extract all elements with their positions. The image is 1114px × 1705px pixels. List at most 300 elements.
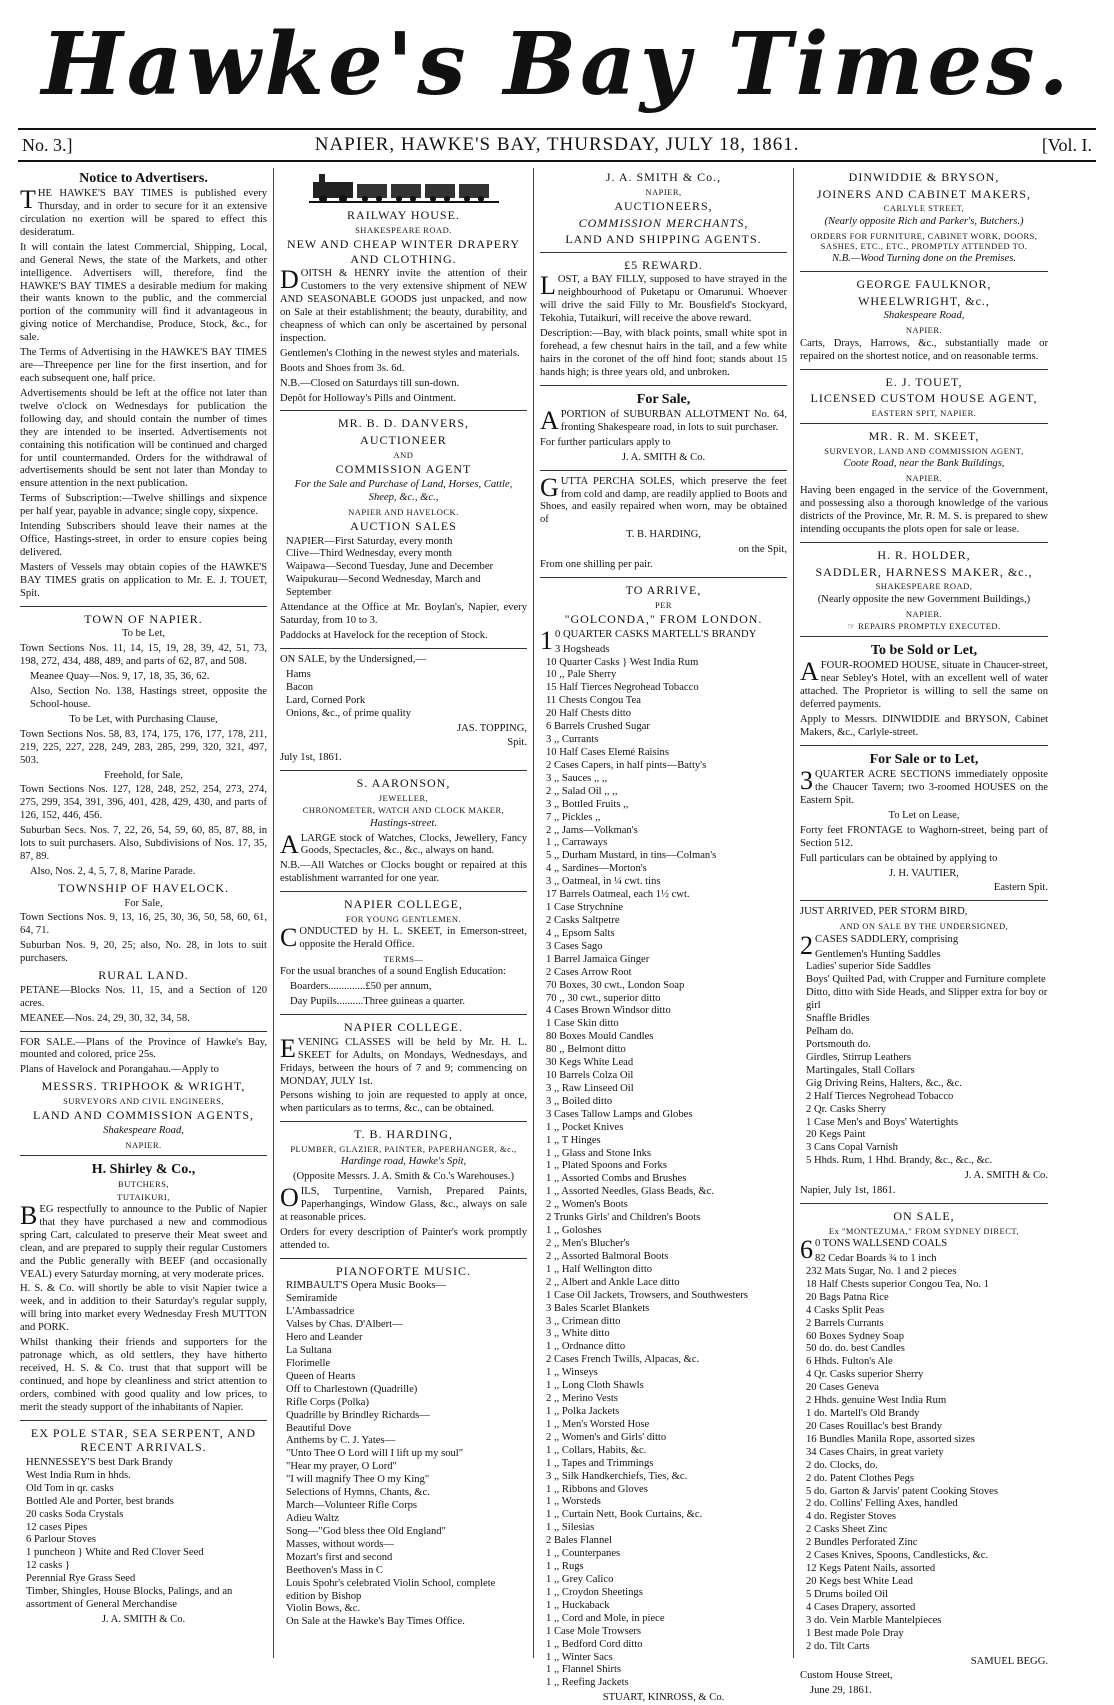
list-item: Martingales, Stall Collars	[806, 1064, 915, 1076]
piano: PIANOFORTE MUSIC.	[336, 1263, 471, 1278]
shirley-p2: H. S. & Co. will shortly be able to visit Napier twice a week, and in addition to their Saturday's regular supply, will bring into market every Wednesday Fresh MUTTON and PORK.	[20, 1283, 267, 1334]
list-item: 232 Mats Sugar, No. 1 and 2 pieces	[806, 1265, 957, 1277]
list-item: Bottled Ale and Porter, best brands	[26, 1495, 174, 1507]
college: NAPIER COLLEGE,	[344, 897, 463, 912]
commission: COMMISSION AGENT	[335, 462, 472, 477]
land-agents: LAND AND COMMISSION AGENTS,	[32, 1108, 254, 1123]
on-sale-undersigned: AND ON SALE BY THE UNDERSIGNED,	[839, 921, 1009, 932]
auction-sales: AUCTION SALES	[350, 518, 457, 533]
divider	[800, 745, 1048, 746]
list-item: Valses by Chas. D'Albert—	[286, 1319, 403, 1331]
having: Having been engaged in the service of the Government, and possessing also a thorough knowledge of the various districts of the Province, Mr. R. M. S. is prepared to shew intending occupants the plots open for sale or lease.	[800, 485, 1048, 536]
spit: Spit.	[507, 737, 527, 749]
onspit: on the Spit,	[738, 544, 787, 556]
railway-sub: SHAKESPEARE ROAD.	[355, 224, 452, 235]
oils: OILS, Turpentine, Varnish, Prepared Paints, Paperhangings, Window Glass, &c., always on sale at reasonable prices.	[280, 1183, 527, 1223]
list-item: Perennial Rye Grass Seed	[26, 1573, 136, 1585]
napier-label: NAPIER.	[905, 325, 943, 336]
carts: Carts, Drays, Harrows, &c., substantially made or repaired on the shortest notice, and on reasonable terms.	[800, 337, 1048, 362]
danvers: MR. B. D. DANVERS,	[337, 416, 469, 431]
list-item: 6 Barrels Crushed Sugar	[546, 721, 650, 733]
and-label: AND	[393, 449, 414, 460]
ex-title: EX POLE STAR, SEA SERPENT, AND RECENT ARRIVALS.	[30, 1425, 257, 1455]
column-4	[794, 168, 1054, 1697]
list-item: 4 Qr. Casks superior Sherry	[806, 1369, 924, 1381]
list-item: 2 Barrels Currants	[806, 1317, 884, 1329]
list-item: Timber, Shingles, House Blocks, Palings, and an assortment of General Merchandise	[26, 1586, 233, 1611]
joiners: JOINERS AND CABINET MAKERS,	[816, 186, 1032, 201]
list-item: Beethoven's Mass in C	[286, 1564, 383, 1576]
list-item: 2 ,, Salad Oil ,, ,,	[546, 785, 618, 797]
list-item: L'Ambassadrice	[286, 1306, 355, 1318]
notice-title: Notice to Advertisers.	[79, 171, 208, 186]
doitsh-p4: N.B.—Closed on Saturdays till sun-down.	[280, 377, 460, 389]
faulknor: GEORGE FAULKNOR,	[856, 277, 992, 292]
list-item: 3 ,, Oatmeal, in ¼ cwt. tins	[546, 876, 661, 888]
evening: EVENING CLASSES will be held by Mr. H. L. SKEET for Adults, on Mondays, Wednesdays, and Fridays, between the hours of 7 and 9; commencing on MONDAY, JULY 1st.	[280, 1033, 527, 1087]
list-item: 20 Kegs Paint	[806, 1129, 866, 1141]
list-item: 5 Hhds. Rum, 1 Hhd. Brandy, &c., &c., &c.	[806, 1155, 993, 1167]
list-item: 1 Case Strychnine	[546, 902, 624, 914]
montezuma: Ex "MONTEZUMA," FROM SYDNEY DIRECT,	[828, 1225, 1020, 1236]
list-item: 3 Cases Tallow Lamps and Globes	[546, 1108, 693, 1120]
smith2: J. A. SMITH & Co.	[621, 451, 706, 463]
list-item: 2 ,, Women's and Girls' ditto	[546, 1431, 667, 1443]
columns	[14, 168, 1100, 1704]
list-item: 20 Kegs best White Lead	[806, 1576, 913, 1588]
freehold: Freehold, for Sale,	[104, 769, 183, 781]
divider	[20, 1155, 267, 1156]
list-item: Louis Spohr's celebrated Violin School, complete edition by Bishop	[286, 1577, 496, 1602]
nearly: (Nearly opposite Rich and Parker's, Butchers.)	[824, 215, 1024, 227]
list-item: 4 Cases Drapery, assorted	[806, 1601, 916, 1613]
town-p6: Suburban Secs. Nos. 7, 22, 26, 54, 59, 60, 85, 87, 88, in lots to suit purchasers. Also, Subdivisions of Nos. 17, 35, 87, 89.	[20, 825, 267, 863]
list-item: "I will magnify Thee O my King"	[286, 1474, 430, 1486]
college-p1: CONDUCTED by H. L. SKEET, in Emerson-street, opposite the Herald Office.	[280, 923, 527, 953]
list-item: 7 ,, Pickles ,,	[546, 811, 601, 823]
list-item: 5 Drums boiled Oil	[806, 1588, 889, 1600]
list-item: 30 Kegs White Lead	[546, 1057, 634, 1069]
onsale-items	[280, 669, 527, 721]
column-3	[534, 168, 794, 1704]
list-item: 50 do. do. best Candles	[806, 1343, 905, 1355]
list-item: 1 ,, Flannel Shirts	[546, 1664, 622, 1676]
licensed: LICENSED CUSTOM HOUSE AGENT,	[810, 391, 1038, 406]
railway-train-engraving	[280, 170, 527, 206]
doitsh-p3: Boots and Shoes from 3s. 6d.	[280, 362, 405, 374]
divider	[800, 1203, 1048, 1204]
list-item: 1 ,, Worsteds	[546, 1496, 601, 1508]
list-item: Off to Charlestown (Quadrille)	[286, 1383, 418, 1395]
list-item: 10 Quarter Casks } West India Rum	[546, 656, 699, 668]
divider	[800, 423, 1048, 424]
list-item: 1 ,, Grey Calico	[546, 1573, 614, 1585]
wheelwright: WHEELWRIGHT, &c.,	[858, 293, 990, 308]
harding: T. B. HARDING,	[354, 1127, 453, 1142]
repairs	[800, 621, 1048, 631]
list-item: 1 Barrel Jamaica Ginger	[546, 953, 650, 965]
list-item: 2 ,, Jams—Volkman's	[546, 824, 638, 836]
list-item: Old Tom in qr. casks	[26, 1482, 114, 1494]
list-item: "Unto Thee O Lord will I lift up my soul"	[286, 1448, 464, 1460]
particulars: For further particulars apply to	[540, 436, 671, 448]
list-item: 1 ,, Rugs	[546, 1561, 584, 1573]
aaronson: S. AARONSON,	[356, 776, 451, 791]
list-item: 3 do. Vein Marble Mantelpieces	[806, 1614, 942, 1626]
list-item: Waipukurau—Second Wednesday, March and September	[286, 574, 481, 599]
list-item: West India Rum in hhds.	[26, 1469, 131, 1481]
purchase: For the Sale and Purchase of Land, Horses, Cattle, Sheep, &c., &c.,	[294, 478, 513, 503]
forty: Forty feet FRONTAGE to Waghorn-street, being part of Section 512.	[800, 824, 1048, 849]
list-item: 12 casks }	[26, 1560, 70, 1572]
three-quarter: 3QUARTER ACRE SECTIONS immediately opposite the Chaucer Tavern; two 3-roomed HOUSES on the Eastern Spit.	[800, 766, 1048, 806]
list-item: 1 puncheon } White and Red Clover Seed	[26, 1547, 204, 1559]
divider	[20, 1031, 267, 1032]
list-item: 10 Barrels Colza Oil	[546, 1070, 634, 1082]
list-item: 1 ,, Huckaback	[546, 1599, 610, 1611]
list-item: 2 Bales Flannel	[546, 1535, 612, 1547]
aaronson-p2: N.B.—All Watches or Clocks bought or repaired at this establishment warranted for one year.	[280, 860, 527, 885]
column-1	[14, 168, 274, 1658]
list-item: 70 ,, 30 cwt., superior ditto	[546, 992, 661, 1004]
full: Full particulars can be obtained by applying to	[800, 852, 998, 864]
list-item: 1 ,, Long Cloth Shawls	[546, 1380, 644, 1392]
list-item: 6 Hhds. Fulton's Ale	[806, 1356, 893, 1368]
pointing-hand-icon: ☞	[847, 621, 859, 631]
saddler: SADDLER, HARNESS MAKER, &c.,	[815, 564, 1033, 579]
piano-items	[280, 1280, 527, 1629]
college2: NAPIER COLLEGE.	[344, 1020, 463, 1035]
rural-p2: MEANEE—Nos. 24, 29, 30, 32, 34, 58.	[20, 1012, 190, 1024]
list-item: Song—"God bless thee Old England"	[286, 1525, 446, 1537]
list-item: NAPIER—First Saturday, every month	[286, 535, 453, 547]
list-item: Beautiful Dove	[286, 1422, 352, 1434]
list-item: 34 Cases Chairs, in great variety	[806, 1446, 944, 1458]
terms: TERMS—	[383, 954, 424, 965]
list-item: 2 Casks Sheet Zinc	[806, 1524, 888, 1536]
list-item: 1 ,, Curtain Nett, Book Curtains, &c.	[546, 1509, 703, 1521]
list-item: 2 do. Tilt Carts	[806, 1640, 870, 1652]
list-item: Quadrille by Brindley Richards—	[286, 1409, 430, 1421]
butchers: BUTCHERS,	[117, 1179, 170, 1190]
list-item: Clive—Third Wednesday, every month	[286, 548, 452, 560]
list-item: 1 ,, Glass and Stone Inks	[546, 1147, 652, 1159]
divider	[280, 770, 527, 771]
list-item: Hams	[286, 668, 311, 680]
list-item: HENNESSEY'S best Dark Brandy	[26, 1456, 173, 1468]
list-item: 2 ,, Women's Boots	[546, 1199, 628, 1211]
stock-items	[540, 644, 787, 1691]
list-item: 16 Bundles Manila Rope, assorted sizes	[806, 1433, 975, 1445]
divider	[20, 1420, 267, 1421]
june: June 29, 1861.	[810, 1685, 872, 1697]
list-item: Ditto, ditto with Side Heads, and Slipper extra for boy or girl	[806, 987, 1048, 1012]
notice-p4: Advertisements should be left at the office not later than twelve o'clock on Wednesdays for publication the following day, and should contain the number of times they are intended to be inserted. Advertisements not containing this notification will be continued and charged for until countermanded. Orders for the withdrawal of advertisements should be sent not later than Monday to ensure attention in the next publication.	[20, 387, 267, 490]
list-item: 1 Case Oil Jackets, Trowsers, and Southwesters	[546, 1289, 748, 1301]
list-item: La Sultana	[286, 1345, 332, 1356]
dateline	[18, 128, 1096, 162]
list-item: 15 Half Tierces Negrohead Tobacco	[546, 682, 699, 694]
list-item: 2 ,, Albert and Ankle Lace ditto	[546, 1276, 680, 1288]
list-item: 20 Cases Geneva	[806, 1382, 879, 1394]
list-item: Portsmouth do.	[806, 1039, 871, 1050]
doitsh-p5: Depôt for Holloway's Pills and Ointment.	[280, 392, 457, 404]
shilling: From one shilling per pair.	[540, 559, 653, 571]
list-item: Gig Driving Reins, Halters, &c., &c.	[806, 1077, 962, 1089]
coote: Coote Road, near the Bank Buildings,	[843, 458, 1005, 470]
list-item: Gentlemen's Hunting Saddles	[815, 948, 941, 960]
coal-items	[800, 1253, 1048, 1654]
paddocks: Paddocks at Havelock for the reception of Stock.	[280, 629, 488, 641]
begg: SAMUEL BEGG.	[970, 1655, 1048, 1667]
land-shipping: LAND AND SHIPPING AGENTS.	[565, 232, 762, 247]
list-item: 1 ,, Assorted Needles, Glass Beads, &c.	[546, 1186, 714, 1198]
list-item: 2 Cases French Twills, Alpacas, &c.	[546, 1354, 700, 1366]
hastings: Hastings-street.	[370, 817, 437, 829]
dateline-center: NAPIER, HAWKE'S BAY, THURSDAY, JULY 18, 1861.	[314, 134, 800, 155]
list-item: 4 Casks Split Peas	[806, 1304, 884, 1316]
divider	[540, 577, 787, 578]
list-item: 1 ,, Men's Worsted Hose	[546, 1418, 650, 1430]
per: PER	[654, 599, 673, 610]
list-item: 1 ,, Silesias	[546, 1522, 595, 1534]
napier-label: NAPIER.	[905, 608, 943, 619]
list-item: 1 Case Skin ditto	[546, 1018, 619, 1030]
railway-title: RAILWAY HOUSE.	[347, 208, 460, 222]
quarter: 10 QUARTER CASKS MARTELL'S BRANDY	[540, 625, 757, 655]
divider	[20, 606, 267, 607]
custom: Custom House Street,	[800, 1670, 893, 1682]
list-item: 1 ,, Half Wellington ditto	[546, 1263, 653, 1275]
list-item: 1 Best made Pole Dray	[806, 1627, 904, 1639]
orders: Orders for every description of Painter's work promptly attended to.	[280, 1226, 527, 1251]
divider	[800, 542, 1048, 543]
list-item: Girdles, Stirrup Leathers	[806, 1051, 912, 1063]
list-item: 2 Qr. Casks Sherry	[806, 1103, 887, 1115]
list-item: Lard, Corned Pork	[286, 694, 366, 706]
list-item: Semiramide	[286, 1293, 338, 1305]
list-item: 5 ,, Durham Mustard, in tins—Colman's	[546, 850, 717, 862]
to-be-let: To be Let,	[121, 628, 166, 640]
jeweller: JEWELLER,	[378, 792, 429, 803]
list-item: 20 Half Chests ditto	[546, 708, 632, 720]
aaronson-p1: ALARGE stock of Watches, Clocks, Jewellery, Fancy Goods, Spectacles, &c., &c., always on hand.	[280, 829, 527, 859]
town-p3: Also, Section No. 138, Hastings street, opposite the School-house.	[30, 685, 267, 710]
divider	[800, 369, 1048, 370]
list-item: 80 ,, Belmont ditto	[546, 1044, 626, 1056]
holder: H. R. HOLDER,	[877, 548, 971, 563]
doitsh-p2: Gentlemen's Clothing in the newest styles and materials.	[280, 347, 520, 359]
rural-title: RURAL LAND.	[98, 968, 189, 983]
list-item: 3 Cans Copal Varnish	[806, 1142, 898, 1154]
list-item: Boys' Quilted Pad, with Crupper and Furniture complete	[806, 974, 1046, 986]
divider	[280, 891, 527, 892]
doitsh-p1: DOITSH & HENRY invite the attention of their Customers to the very extensive shipment of NEW AND SEASONABLE GOODS just unpacked, and now on Sale at their establishment; the beauty, durability, and cheapness of which can only be ascertained by personal inspection.	[280, 265, 527, 344]
carlyle: CARLYLE STREET,	[883, 203, 965, 214]
town-p1: Town Sections Nos. 11, 14, 15, 19, 28, 39, 42, 51, 73, 198, 272, 434, 488, 489, and parts of 62, 87, and 508.	[20, 643, 267, 668]
list-item: "Hear my prayer, O Lord"	[286, 1461, 397, 1473]
list-item: 20 Cases Rouillac's best Brandy	[806, 1420, 943, 1432]
list-item: Bacon	[286, 681, 314, 693]
arrive: TO ARRIVE,	[625, 583, 702, 598]
list-item: Selections of Hymns, Chants, &c.	[286, 1487, 430, 1499]
touet: E. J. TOUET,	[885, 374, 963, 389]
hardinge: Hardinge road, Hawke's Spit,	[340, 1156, 467, 1168]
vautier: J. H. VAUTIER,	[889, 867, 959, 879]
issue-number: No. 3.]	[22, 134, 73, 155]
list-item: Violin Bows, &c.	[286, 1603, 361, 1615]
persons: Persons wishing to join are requested to apply at once, when particulars as to terms, &c., can be obtained.	[280, 1090, 527, 1115]
list-item: 1 ,, Cord and Mole, in piece	[546, 1612, 665, 1624]
shakespeare-road-caps: SHAKESPEARE ROAD,	[875, 581, 973, 592]
list-item: 1 ,, Carraways	[546, 837, 608, 849]
list-item: 1 ,, Reefing Jackets	[546, 1677, 629, 1689]
divider	[540, 470, 787, 471]
triphook: MESSRS. TRIPHOOK & WRIGHT,	[41, 1079, 246, 1094]
smith: J. A. SMITH & Co.	[964, 1170, 1048, 1182]
lost: LOST, a BAY FILLY, supposed to have strayed in the neighbourhood of Puketapu or Omarunui. Whoever will drive the said Filly to Mr. Bousfield's Stockyard, Tekohia, Tutaikuri, will receive the above reward.	[540, 271, 787, 325]
notice-p3: The Terms of Advertising in the HAWKE'S BAY TIMES are—Threepence per line for the first insertion, and for each subsequent one, half price.	[20, 347, 267, 384]
divider	[800, 636, 1048, 637]
list-item: 1 ,, Pocket Knives	[546, 1121, 624, 1133]
list-item: 1 ,, Assorted Combs and Brushes	[546, 1173, 687, 1185]
divider	[280, 1258, 527, 1259]
surveyors: SURVEYORS AND CIVIL ENGINEERS,	[63, 1095, 224, 1106]
stuart-sign: STUART, KINROSS, & Co.	[602, 1692, 725, 1704]
skeet: MR. R. M. SKEET,	[868, 429, 980, 444]
havelock-p1: Town Sections Nos. 9, 13, 16, 25, 30, 36, 50, 58, 60, 61, 64, 71.	[20, 912, 267, 937]
list-item: Hero and Leander	[286, 1332, 363, 1344]
list-item: Waipawa—Second Tuesday, June and December	[286, 561, 494, 573]
attendance: Attendance at the Office at Mr. Boylan's, Napier, every Saturday, from 10 to 3.	[280, 602, 527, 627]
list-item: 2 do. Clocks, do.	[806, 1459, 878, 1471]
list-item: 1 ,, Plated Spoons and Forks	[546, 1160, 667, 1172]
shirley-p3: Whilst thanking their friends and supporters for the patronage which, as old settlers, they have hitherto received, H. S. & Co. trust that that support will be continued, and hope by cleanliness and strict attention to orders, combined with good quality and low prices, to merit the steady support of the inhabitants of Napier.	[20, 1337, 267, 1413]
rural-p1: PETANE—Blocks Nos. 11, 15, and a Section of 120 acres.	[20, 984, 267, 1009]
list-item: 1 ,, Ordnance ditto	[546, 1341, 626, 1353]
list-item: 1 ,, Ribbons and Gloves	[546, 1483, 648, 1495]
list-item: 1 ,, Polka Jackets	[546, 1406, 620, 1417]
list-item: 5 do. Garton & Jarvis' patent Cooking Stoves	[806, 1485, 998, 1497]
list-item: 2 Hhds. genuine West India Rum	[806, 1395, 947, 1407]
list-item: Anthems by C. J. Yates—	[286, 1435, 396, 1447]
list-item: 6 Parlour Stoves	[26, 1534, 97, 1546]
just-arrived: JUST ARRIVED, PER STORM BIRD,	[800, 906, 968, 918]
auctioneers: AUCTIONEERS,	[614, 198, 713, 213]
divider	[800, 271, 1048, 272]
list-item: 3 ,, Bottled Fruits ,,	[546, 798, 629, 810]
list-item: 4 Cases Brown Windsor ditto	[546, 1005, 671, 1017]
list-item: 1 ,, T Hinges	[546, 1134, 601, 1146]
list-item: 1 do. Martell's Old Brandy	[806, 1408, 920, 1420]
list-item: 1 ,, Collars, Habits, &c.	[546, 1444, 647, 1456]
list-item: 1 Case Men's and Boys' Watertights	[806, 1116, 958, 1128]
napier-label: NAPIER.	[125, 1139, 162, 1150]
column-2	[274, 168, 534, 1658]
list-item: Ladies' superior Side Saddles	[806, 961, 931, 973]
college-p2: For the usual branches of a sound English Education:	[280, 966, 506, 978]
list-item: 2 Casks Saltpetre	[546, 914, 620, 926]
list-item: 2 Bundles Perforated Zinc	[806, 1537, 918, 1549]
list-item: 2 Cases Knives, Spoons, Candlesticks, &c.	[806, 1550, 989, 1562]
list-item: 2 ,, Assorted Balmoral Boots	[546, 1250, 669, 1262]
town-p7: Also, Nos. 2, 4, 5, 7, 8, Marine Parade.	[30, 865, 196, 877]
divider	[540, 385, 787, 386]
havelock-p2: Suburban Nos. 9, 20, 25; also, No. 28, in lots to suit purchasers.	[20, 940, 267, 965]
list-item: Masses, without words—	[286, 1538, 394, 1550]
commission-merchants: COMMISSION MERCHANTS,	[578, 215, 749, 230]
apply: Apply to Messrs. DINWIDDIE and BRYSON, Cabinet Makers, &c., Carlyle-street.	[800, 714, 1048, 739]
onsale: ON SALE, by the Undersigned,—	[280, 653, 426, 665]
list-item: 10 Half Cases Elemé Raisins	[546, 746, 669, 758]
list-item: 2 do. Patent Clothes Pegs	[806, 1472, 914, 1484]
list-item: 11 Chests Congou Tea	[546, 695, 641, 707]
nearly-gov: (Nearly opposite the new Government Buildings,)	[817, 593, 1031, 605]
let-purchasing: To be Let, with Purchasing Clause,	[69, 713, 218, 725]
tutaikuri: TUTAIKURI,	[117, 1191, 170, 1202]
for-sale: For Sale,	[124, 897, 163, 909]
list-item: 1 ,, Bedford Cord ditto	[546, 1638, 643, 1650]
portion: APORTION of SUBURBAN ALLOTMENT No. 64, fronting Shakespeare road, in lots to suit purchaser.	[540, 405, 787, 435]
list-item: 2 do. Collins' Felling Axes, handled	[806, 1498, 958, 1510]
four-roomed: AFOUR-ROOMED HOUSE, situate in Chaucer-street, near Sebley's Hotel, with an excellent well of water attached. The Proprietor is willing to sell the same on deferred payments.	[800, 657, 1048, 711]
divider	[280, 1014, 527, 1015]
list-item: 2 Cases Capers, in half pints—Batty's	[546, 759, 707, 771]
list-item: 2 Cases Arrow Root	[546, 966, 632, 978]
saddlery-items	[800, 949, 1048, 1169]
list-item: 82 Cedar Boards ¾ to 1 inch	[815, 1252, 937, 1264]
list-item: 1 ,, Croydon Sheetings	[546, 1586, 643, 1598]
list-item: 1 ,, Winseys	[546, 1367, 598, 1379]
list-item: 2 ,, Men's Blucher's	[546, 1238, 630, 1250]
list-item: Mozart's first and second	[286, 1551, 393, 1563]
ex-sign: J. A. SMITH & Co.	[101, 1614, 186, 1626]
divider	[280, 1121, 527, 1122]
list-item: 2 Half Tierces Negrohead Tobacco	[806, 1090, 954, 1102]
town-p4: Town Sections Nos. 58, 83, 174, 175, 176, 177, 178, 211, 219, 225, 227, 228, 249, 283, 285, 299, 320, 321, 497, 503.	[20, 728, 267, 766]
list-item: 1 ,, Goloshes	[546, 1225, 602, 1237]
list-item: 3 Cases Sago	[546, 940, 603, 952]
list-item: 20 casks Soda Crystals	[26, 1508, 124, 1520]
list-item: 2 Trunks Girls' and Children's Boots	[546, 1212, 701, 1224]
list-item: 80 Boxes Mould Candles	[546, 1031, 654, 1043]
list-item: On Sale at the Hawke's Bay Times Office.	[286, 1616, 465, 1628]
list-item: 10 ,, Pale Sherry	[546, 669, 617, 681]
notice-p6: Intending Subscribers should leave their names at the Office, Hastings-street, in order to ensure copies being delivered.	[20, 521, 267, 558]
july1: July 1st, 1861.	[280, 752, 342, 764]
young: FOR YOUNG GENTLEMEN.	[345, 913, 462, 924]
list-item: 3 Hogsheads	[555, 643, 610, 655]
reward: £5 REWARD.	[624, 257, 703, 272]
list-item: 1 Case Mole Trowsers	[546, 1625, 642, 1637]
dinwiddie: DINWIDDIE & BRYSON,	[848, 170, 1000, 184]
notice-p7: Masters of Vessels may obtain copies of the HAWKE'S BAY TIMES gratis on application to Mr. E. J. TOUET, Spit.	[20, 561, 267, 599]
opposite: (Opposite Messrs. J. A. Smith & Co.'s Warehouses.)	[293, 1171, 514, 1183]
chron: CHRONOMETER, WATCH AND CLOCK MAKER,	[302, 805, 505, 816]
town-p5: Town Sections Nos. 127, 128, 248, 252, 254, 273, 274, 275, 299, 354, 391, 396, 401, 428, 429, 430, and parts of 126, 152, 446, 456.	[20, 784, 267, 822]
list-item: RIMBAULT'S Opera Music Books—	[286, 1280, 447, 1292]
list-item: 4 ,, Epsom Salts	[546, 927, 615, 939]
topping: JAS. TOPPING,	[457, 722, 527, 734]
golconda: "GOLCONDA," FROM LONDON.	[564, 612, 763, 627]
smith: J. A. SMITH & Co.,	[605, 170, 722, 184]
list-item: Adieu Waltz	[286, 1512, 339, 1524]
list-item: 3 ,, Boiled ditto	[546, 1095, 613, 1107]
plumber: PLUMBER, GLAZIER, PAINTER, PAPERHANGER, &c.,	[290, 1143, 517, 1154]
list-item: Pelham do.	[806, 1026, 854, 1038]
gutta: GUTTA PERCHA SOLES, which preserve the feet from cold and damp, are readily applied to Boots and Shoes, and easily repaired when worn, may be obtained of	[540, 472, 787, 526]
list-item: 4 ,, Sardines—Morton's	[546, 863, 647, 875]
